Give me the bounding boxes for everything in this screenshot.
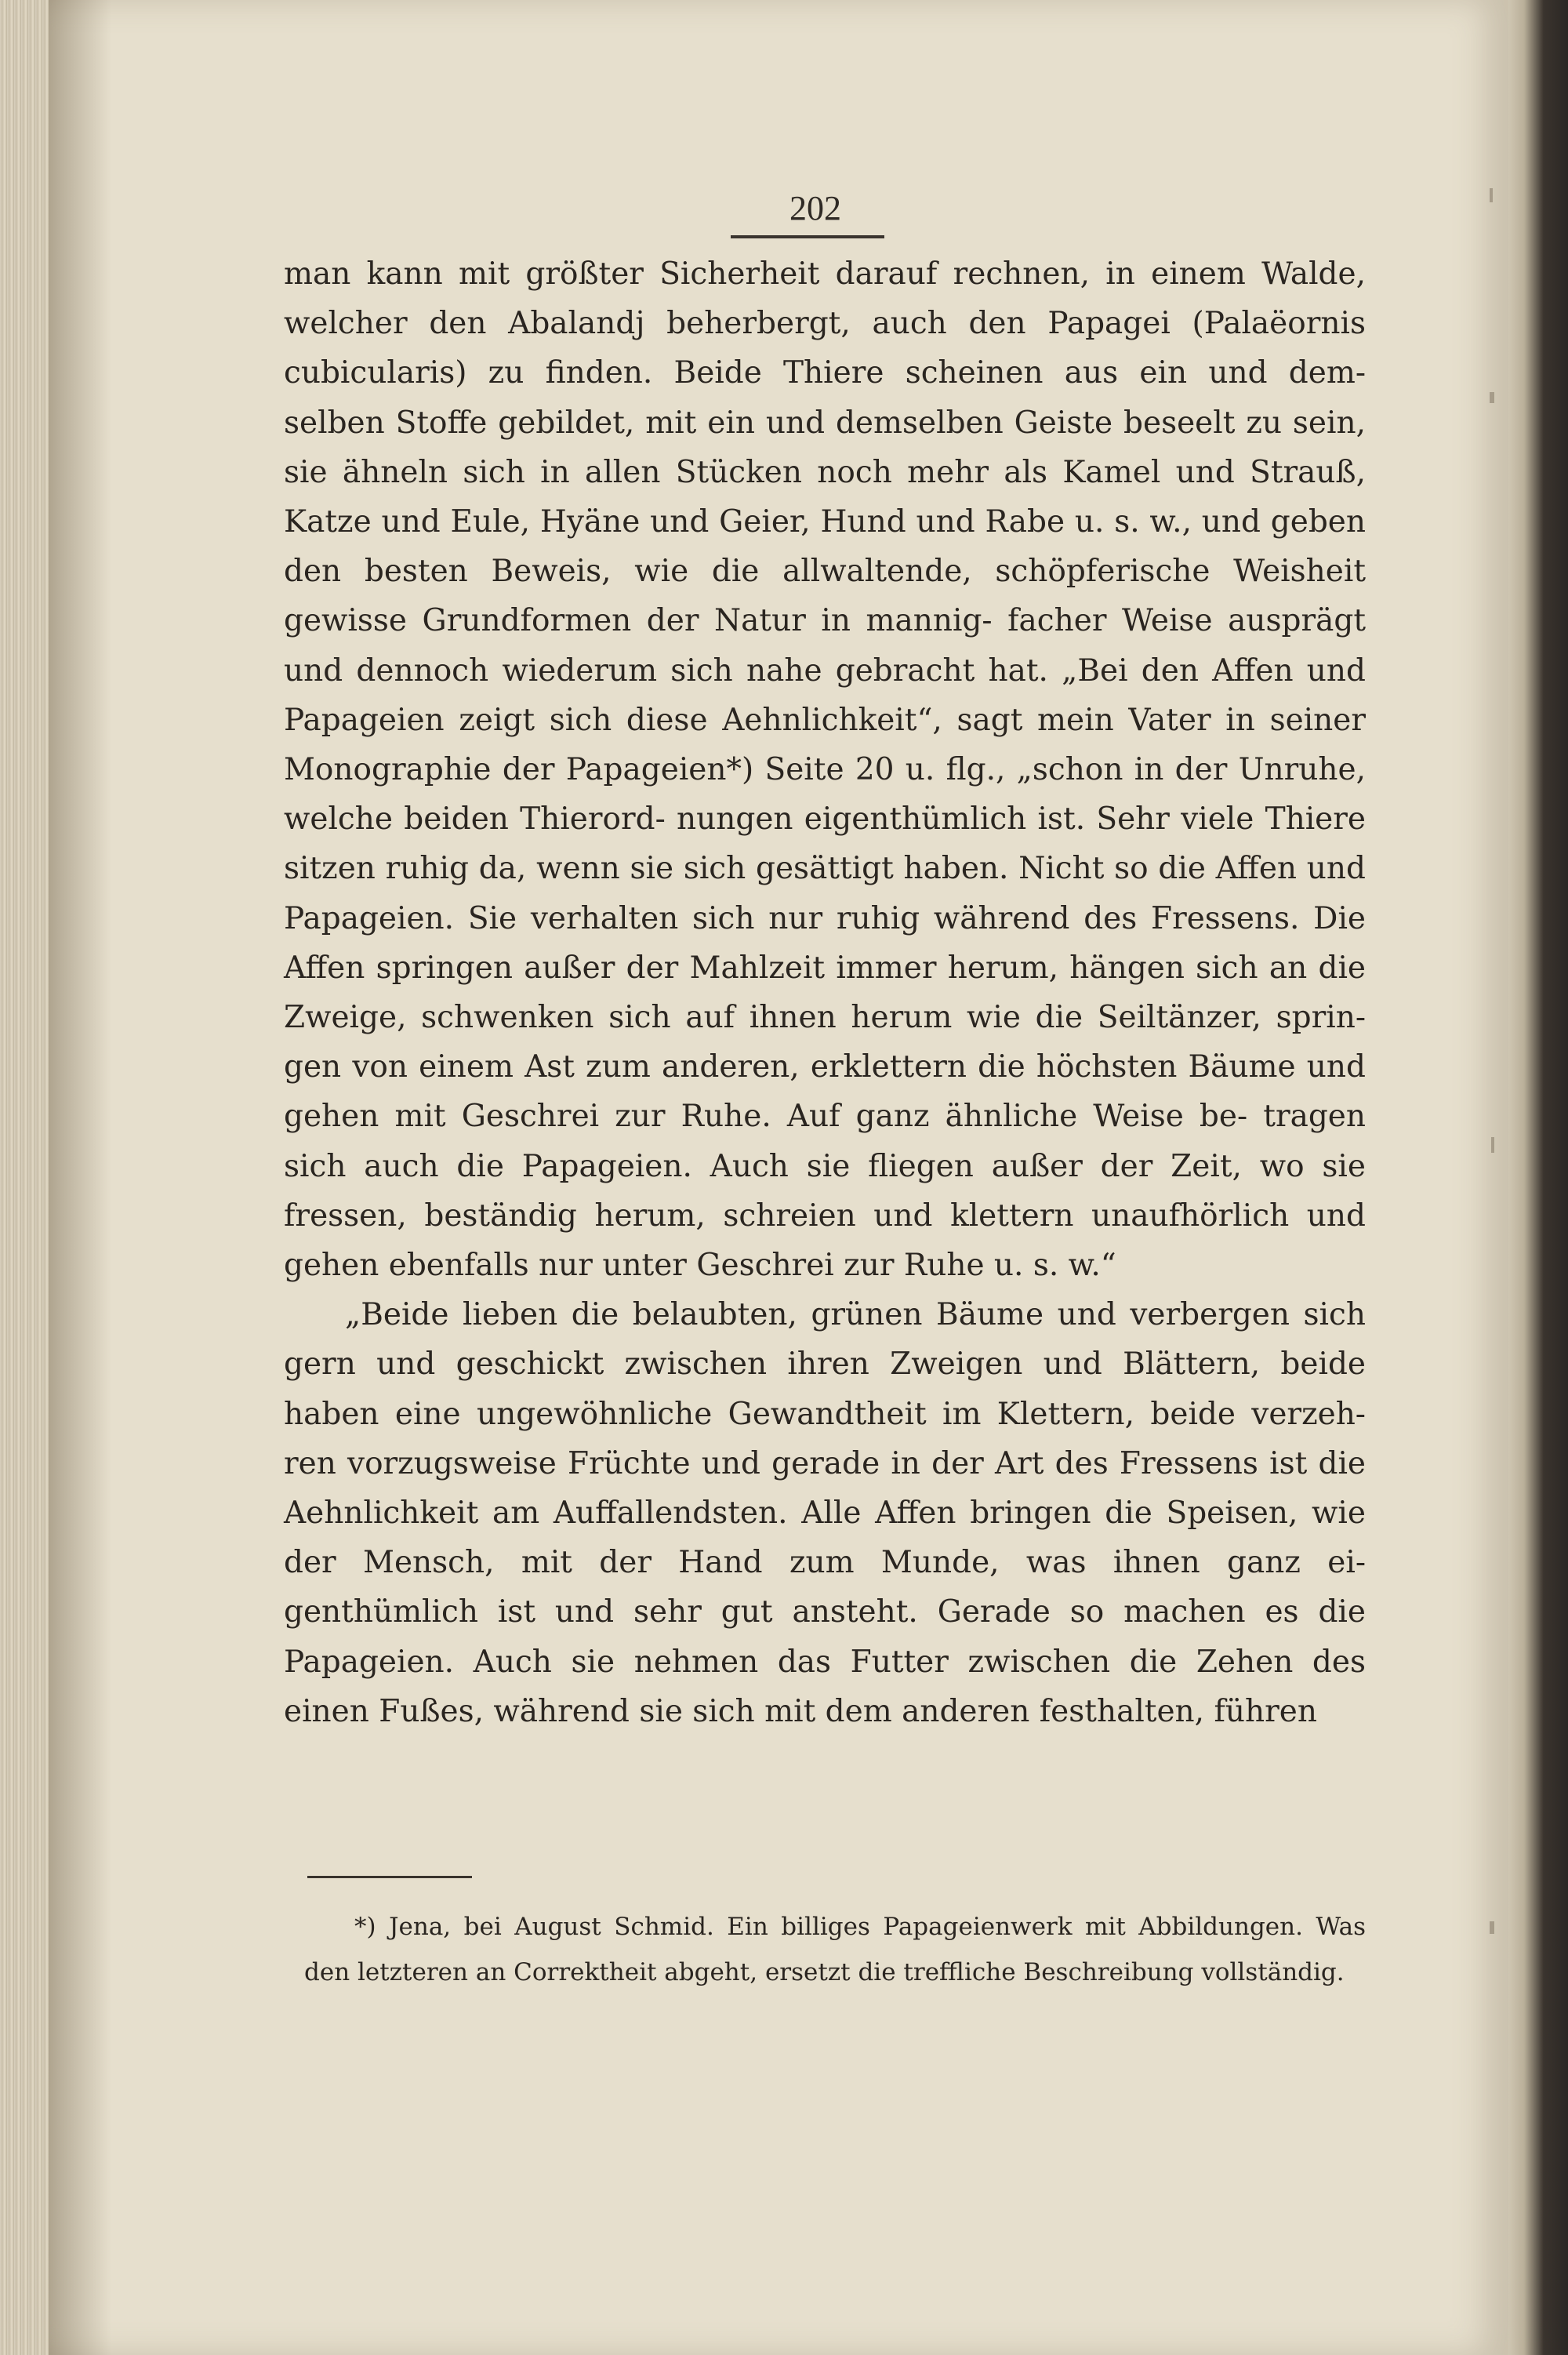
page-number-rule bbox=[731, 235, 884, 238]
footnote-rule bbox=[307, 1876, 472, 1878]
spine-shadow bbox=[49, 0, 111, 2355]
paragraph: man kann mit größter Sicherheit darauf rechnen, in einem Walde, welcher den Abalandj beherbergt, auch den Papagei (Palaëornis cubicularis) zu finden. Beide Thiere scheinen aus ein und dem- selben Stoffe gebildet, mit ein und demselben Geiste beseelt zu sein, sie ähneln sich in allen Stücken noch mehr als Kamel und Strauß, Katze und Eule, Hyäne und Geier, Hund und Rabe u. s. w., und geben den besten Beweis, wie die allwaltende, schöpferische Weisheit gewisse Grundformen der Natur in mannig- facher Weise ausprägt und dennoch wiederum sich nahe gebracht hat. „Bei den Affen und Papageien zeigt sich diese Aehnlichkeit“, sagt mein Vater in seiner Monographie der Papageien*) Seite 20 u. flg., „schon in der Unruhe, welche beiden Thierord- nungen eigenthümlich ist. Sehr viele Thiere sitzen ruhig da, wenn sie sich gesättigt haben. Nicht so die Affen und Papageien. Sie verhalten sich nur ruhig während des Fressens. Die Affen springen außer der Mahlzeit immer herum, hängen sich an die Zweige, schwenken sich auf ihnen herum wie die Seiltänzer, sprin- gen von einem Ast zum anderen, erklettern die höchsten Bäume und gehen mit Geschrei zur Ruhe. Auf ganz ähnliche Weise be- tragen sich auch die Papageien. Auch sie fliegen außer der Zeit, wo sie fressen, beständig herum, schreien und klettern unaufhörlich und gehen ebenfalls nur unter Geschrei zur Ruhe u. s. w.“ bbox=[284, 256, 1366, 1284]
left-page-edges bbox=[0, 0, 49, 2355]
page-number: 202 bbox=[789, 189, 841, 227]
right-page-edge bbox=[1508, 0, 1568, 2355]
page-edge-mark bbox=[1490, 1921, 1494, 1934]
page-edge-mark bbox=[1490, 392, 1494, 403]
paragraph: „Beide lieben die belaubten, grünen Bäume und verbergen sich gern und geschickt zwischen ihren Zweigen und Blättern, beide haben eine ungewöhnliche Gewandtheit im Klettern, beide verzeh- ren vorzugsweise Früchte und gerade in der Art des Fressens ist die Aehnlichkeit am Auffallendsten. Alle Affen bringen die Speisen, wie der Mensch, mit der Hand zum Munde, was ihnen ganz ei- genthümlich ist und sehr gut ansteht. Gerade so machen es die Papageien. Auch sie nehmen das Futter zwischen die Zehen des einen Fußes, während sie sich mit dem anderen festhalten, führen bbox=[284, 1297, 1366, 1729]
body-text bbox=[284, 249, 1366, 1736]
page-edge-mark bbox=[1491, 1137, 1494, 1153]
footnote: *) Jena, bei August Schmid. Ein billiges Papageienwerk mit Abbildungen. Was den letzteren an Correktheit abgeht, ersetzt die treffliche Beschreibung vollständig. bbox=[304, 1913, 1366, 1986]
page-edge-mark bbox=[1490, 188, 1493, 202]
